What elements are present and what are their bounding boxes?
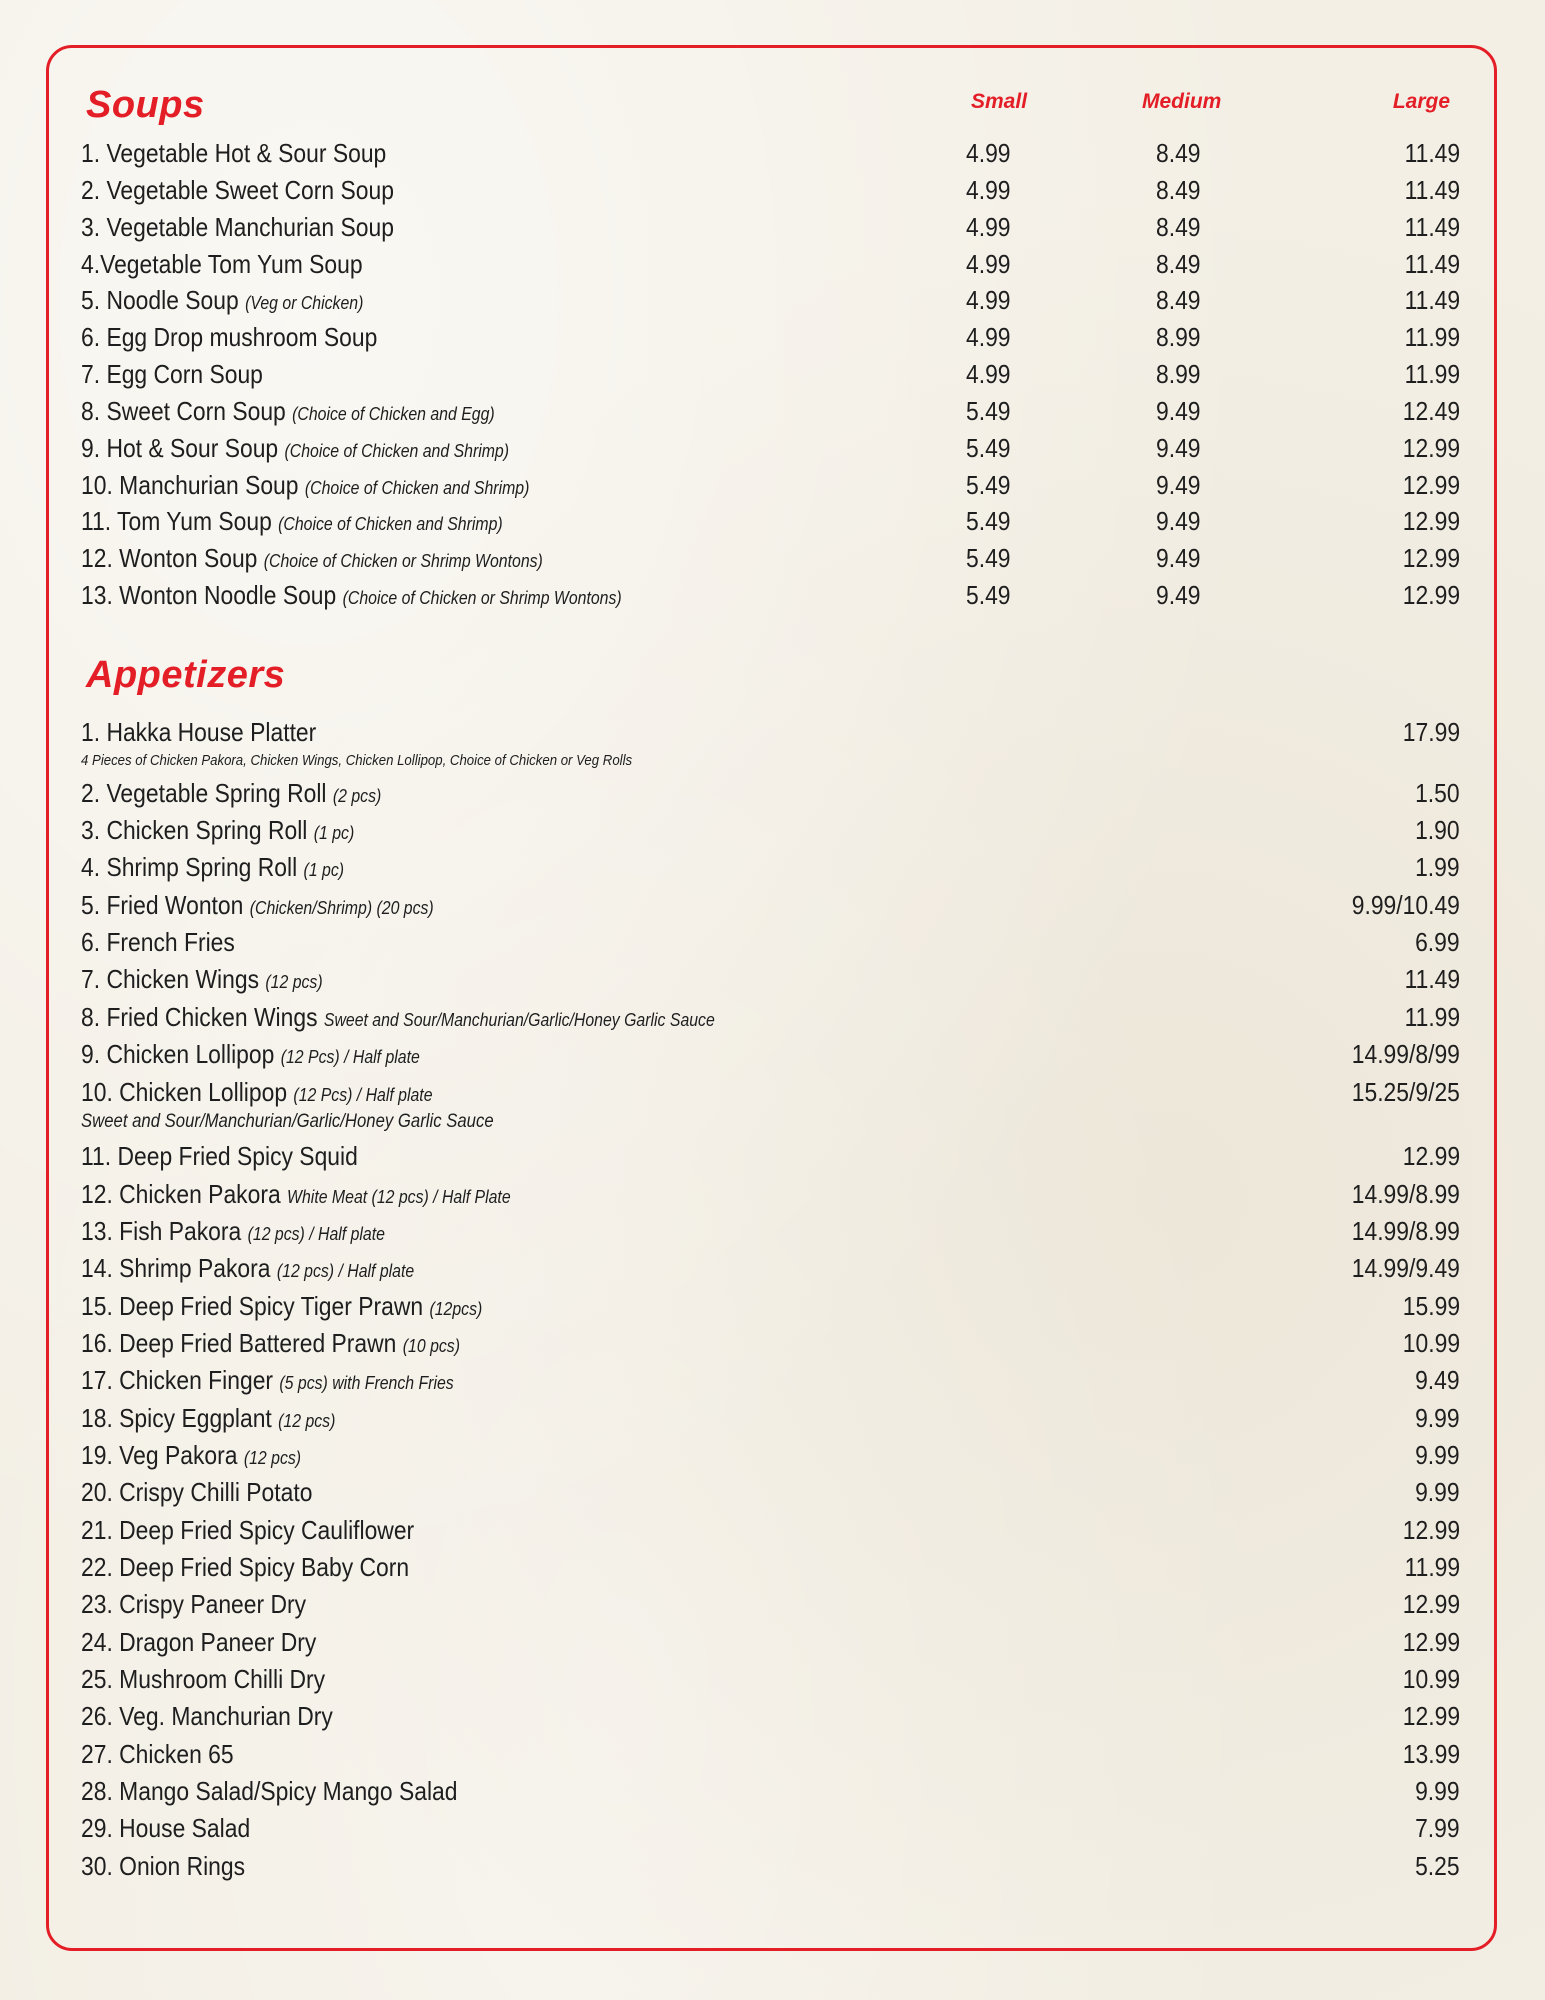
menu-item-row — [81, 1000, 1295, 1034]
item-name: 25. Mushroom Chilli Dry — [81, 1664, 326, 1694]
price-large: 11.49 — [1404, 285, 1460, 315]
price-large: 12.99 — [1402, 433, 1460, 463]
item-note: (12 pcs) / Half plate — [247, 1224, 385, 1244]
item-price: 10.99 — [1402, 1664, 1460, 1694]
item-name: 9. Chicken Lollipop — [81, 1039, 275, 1069]
price-medium: 8.99 — [1156, 322, 1201, 352]
price-large: 11.49 — [1404, 249, 1460, 279]
menu-item-row — [81, 578, 1295, 612]
menu-item-row — [81, 962, 1295, 996]
menu-item-row — [81, 1177, 1295, 1211]
item-name: 12. Chicken Pakora — [81, 1179, 281, 1209]
price-small: 5.49 — [966, 470, 1011, 500]
item-price: 12.99 — [1402, 1515, 1460, 1545]
menu-item-row — [81, 1625, 1295, 1659]
menu-item-row — [81, 320, 1295, 354]
column-header-large: Large — [1392, 90, 1450, 113]
item-name: 4. Shrimp Spring Roll — [81, 852, 298, 882]
item-name: 8. Sweet Corn Soup — [81, 396, 286, 426]
item-note: White Meat (12 pcs) / Half Plate — [287, 1187, 511, 1207]
price-medium: 9.49 — [1156, 470, 1201, 500]
menu-item-row — [81, 541, 1295, 575]
item-price: 11.99 — [1404, 1002, 1460, 1032]
section-title-appetizers: Appetizers — [86, 654, 286, 696]
column-header-medium: Medium — [1142, 90, 1222, 113]
menu-item-row — [81, 283, 1295, 317]
price-small: 4.99 — [966, 249, 1011, 279]
item-name: 16. Deep Fried Battered Prawn — [81, 1328, 397, 1358]
item-name: 27. Chicken 65 — [81, 1739, 234, 1769]
menu-item-row — [81, 813, 1295, 847]
item-price: 9.99 — [1415, 1440, 1460, 1470]
item-note: (10 pcs) — [402, 1336, 461, 1356]
item-note: (Veg or Chicken) — [245, 293, 364, 313]
menu-item-row — [81, 1737, 1295, 1771]
price-large: 12.99 — [1402, 543, 1460, 573]
price-small: 5.49 — [966, 396, 1011, 426]
price-small: 5.49 — [966, 543, 1011, 573]
menu-item-row — [81, 1075, 1295, 1109]
item-name: 5. Fried Wonton — [81, 890, 244, 920]
menu-item-row — [81, 850, 1295, 884]
menu-item-row — [81, 1214, 1295, 1248]
item-description: 4 Pieces of Chicken Pakora, Chicken Wings, Chicken Lollipop, Choice of Chicken or Veg Rolls — [81, 752, 633, 769]
price-small: 5.49 — [966, 580, 1011, 610]
menu-item-row — [81, 1811, 1295, 1845]
item-name: 6. Egg Drop mushroom Soup — [81, 322, 378, 352]
item-price: 12.99 — [1402, 1141, 1460, 1171]
menu-item-row — [81, 173, 1295, 207]
item-name: 13. Fish Pakora — [81, 1216, 242, 1246]
menu-item-row — [81, 504, 1295, 538]
menu-item-row — [81, 210, 1295, 244]
item-name: 3. Chicken Spring Roll — [81, 815, 308, 845]
item-note: (Choice of Chicken and Shrimp) — [304, 478, 530, 498]
price-medium: 8.99 — [1156, 359, 1201, 389]
menu-item-row — [81, 1401, 1295, 1435]
price-medium: 8.49 — [1156, 138, 1201, 168]
item-note: (Choice of Chicken or Shrimp Wontons) — [342, 588, 622, 608]
item-price: 1.99 — [1415, 852, 1460, 882]
item-price: 9.99/10.49 — [1351, 890, 1460, 920]
item-name: 11. Tom Yum Soup — [81, 506, 272, 536]
menu-item-row — [81, 1251, 1295, 1285]
menu-item-row — [81, 715, 1295, 749]
item-price: 17.99 — [1402, 717, 1460, 747]
item-price: 14.99/8/99 — [1351, 1039, 1460, 1069]
menu-item-row — [81, 1513, 1295, 1547]
menu-item-row — [81, 1363, 1295, 1397]
menu-item-row — [81, 1037, 1295, 1071]
item-name: 4.Vegetable Tom Yum Soup — [81, 249, 363, 279]
item-name: 11. Deep Fried Spicy Squid — [81, 1141, 358, 1171]
price-small: 5.49 — [966, 506, 1011, 536]
item-price: 6.99 — [1415, 927, 1460, 957]
item-name: 22. Deep Fried Spicy Baby Corn — [81, 1552, 410, 1582]
section-title-soups: Soups — [86, 84, 205, 126]
price-large: 11.49 — [1404, 138, 1460, 168]
price-medium: 8.49 — [1156, 175, 1201, 205]
menu-item-row — [81, 1849, 1295, 1883]
price-large: 12.99 — [1402, 506, 1460, 536]
item-price: 14.99/9.49 — [1351, 1253, 1460, 1283]
menu-item-row — [81, 1438, 1295, 1472]
menu-item-row — [81, 1587, 1295, 1621]
item-name: 13. Wonton Noodle Soup — [81, 580, 337, 610]
price-small: 4.99 — [966, 322, 1011, 352]
price-medium: 9.49 — [1156, 580, 1201, 610]
item-note: (12 Pcs) / Half plate — [280, 1047, 420, 1067]
item-name: 17. Chicken Finger — [81, 1365, 274, 1395]
menu-item-row — [81, 431, 1295, 465]
price-large: 11.49 — [1404, 175, 1460, 205]
item-name: 20. Crispy Chilli Potato — [81, 1477, 313, 1507]
menu-item-row — [81, 1475, 1295, 1509]
item-name: 1. Vegetable Hot & Sour Soup — [81, 138, 387, 168]
menu-item-row — [81, 468, 1295, 502]
menu-item-row — [81, 136, 1295, 170]
item-name: 15. Deep Fried Spicy Tiger Prawn — [81, 1291, 424, 1321]
item-note: (Choice of Chicken and Shrimp) — [284, 441, 510, 461]
item-price: 7.99 — [1415, 1813, 1460, 1843]
item-name: 2. Vegetable Sweet Corn Soup — [81, 175, 394, 205]
item-price: 15.25/9/25 — [1351, 1077, 1460, 1107]
item-name: 6. French Fries — [81, 927, 235, 957]
menu-item-row — [81, 1550, 1295, 1584]
item-note: (Choice of Chicken and Egg) — [292, 404, 495, 424]
menu-item-row — [81, 1289, 1295, 1323]
item-note: (12 pcs) — [243, 1448, 302, 1468]
price-medium: 8.49 — [1156, 249, 1201, 279]
item-name: 10. Chicken Lollipop — [81, 1077, 288, 1107]
item-note: (12 pcs) / Half plate — [276, 1261, 415, 1281]
item-note: (1 pc) — [313, 823, 355, 843]
price-medium: 9.49 — [1156, 433, 1201, 463]
item-name: 14. Shrimp Pakora — [81, 1253, 271, 1283]
menu-item-row — [81, 394, 1295, 428]
item-name: 1. Hakka House Platter — [81, 717, 317, 747]
item-note: (Choice of Chicken and Shrimp) — [278, 514, 503, 534]
item-price: 12.99 — [1402, 1627, 1460, 1657]
item-price: 9.99 — [1415, 1403, 1460, 1433]
item-price: 11.99 — [1404, 1552, 1460, 1582]
item-price: 10.99 — [1402, 1328, 1460, 1358]
price-medium: 8.49 — [1156, 212, 1201, 242]
item-name: 2. Vegetable Spring Roll — [81, 778, 327, 808]
item-price: 13.99 — [1402, 1739, 1460, 1769]
item-name: 9. Hot & Sour Soup — [81, 433, 279, 463]
item-name: 7. Chicken Wings — [81, 964, 260, 994]
item-price: 9.49 — [1415, 1365, 1460, 1395]
item-note: (5 pcs) with French Fries — [279, 1373, 454, 1393]
price-large: 11.99 — [1404, 359, 1460, 389]
item-name: 21. Deep Fried Spicy Cauliflower — [81, 1515, 415, 1545]
item-name: 23. Crispy Paneer Dry — [81, 1589, 307, 1619]
menu-item-row — [81, 888, 1295, 922]
item-name: 24. Dragon Paneer Dry — [81, 1627, 317, 1657]
item-name: 26. Veg. Manchurian Dry — [81, 1701, 333, 1731]
price-small: 4.99 — [966, 175, 1011, 205]
price-large: 11.99 — [1404, 322, 1460, 352]
item-name: 28. Mango Salad/Spicy Mango Salad — [81, 1776, 458, 1806]
price-small: 5.49 — [966, 433, 1011, 463]
price-small: 4.99 — [966, 285, 1011, 315]
item-price: 14.99/8.99 — [1351, 1179, 1460, 1209]
item-note: (12 Pcs) / Half plate — [293, 1085, 433, 1105]
item-name: 19. Veg Pakora — [81, 1440, 238, 1470]
item-price: 5.25 — [1415, 1851, 1460, 1881]
item-price: 14.99/8.99 — [1351, 1216, 1460, 1246]
menu-item-row — [81, 1139, 1295, 1173]
item-name: 18. Spicy Eggplant — [81, 1403, 272, 1433]
price-large: 12.99 — [1402, 470, 1460, 500]
price-small: 4.99 — [966, 138, 1011, 168]
item-note: (Choice of Chicken or Shrimp Wontons) — [263, 551, 543, 571]
item-note: Sweet and Sour/Manchurian/Garlic/Honey Garlic Sauce — [323, 1010, 715, 1030]
price-large: 12.99 — [1402, 580, 1460, 610]
price-large: 11.49 — [1404, 212, 1460, 242]
item-note: (2 pcs) — [332, 786, 382, 806]
item-note: (12 pcs) — [278, 1411, 336, 1431]
item-name: 5. Noodle Soup — [81, 285, 239, 315]
item-price: 12.99 — [1402, 1589, 1460, 1619]
item-name: 10. Manchurian Soup — [81, 470, 299, 500]
price-small: 4.99 — [966, 359, 1011, 389]
item-price: 9.99 — [1415, 1776, 1460, 1806]
item-price: 1.50 — [1415, 778, 1460, 808]
item-price: 9.99 — [1415, 1477, 1460, 1507]
menu-item-row — [81, 1662, 1295, 1696]
item-note: (12 pcs) — [265, 972, 323, 992]
price-medium: 9.49 — [1156, 543, 1201, 573]
menu-item-row — [81, 1699, 1295, 1733]
menu-item-row — [81, 357, 1295, 391]
item-name: 30. Onion Rings — [81, 1851, 246, 1881]
item-description: Sweet and Sour/Manchurian/Garlic/Honey Garlic Sauce — [81, 1111, 494, 1132]
column-header-small: Small — [971, 90, 1028, 113]
item-price: 11.49 — [1404, 964, 1460, 994]
menu-item-row — [81, 776, 1295, 810]
item-name: 8. Fried Chicken Wings — [81, 1002, 318, 1032]
price-medium: 9.49 — [1156, 396, 1201, 426]
item-price: 15.99 — [1402, 1291, 1460, 1321]
price-small: 4.99 — [966, 212, 1011, 242]
item-note: (Chicken/Shrimp) (20 pcs) — [249, 898, 434, 918]
item-name: 29. House Salad — [81, 1813, 251, 1843]
item-note: (1 pc) — [303, 860, 345, 880]
item-name: 7. Egg Corn Soup — [81, 359, 263, 389]
menu-item-row — [81, 247, 1295, 281]
item-price: 12.99 — [1402, 1701, 1460, 1731]
item-name: 3. Vegetable Manchurian Soup — [81, 212, 394, 242]
item-name: 12. Wonton Soup — [81, 543, 258, 573]
menu-item-row — [81, 1774, 1295, 1808]
menu-item-row — [81, 1326, 1295, 1360]
price-medium: 8.49 — [1156, 285, 1201, 315]
menu-item-row — [81, 925, 1295, 959]
item-note: (12pcs) — [429, 1299, 483, 1319]
item-price: 1.90 — [1415, 815, 1460, 845]
price-large: 12.49 — [1402, 396, 1460, 426]
price-medium: 9.49 — [1156, 506, 1201, 536]
